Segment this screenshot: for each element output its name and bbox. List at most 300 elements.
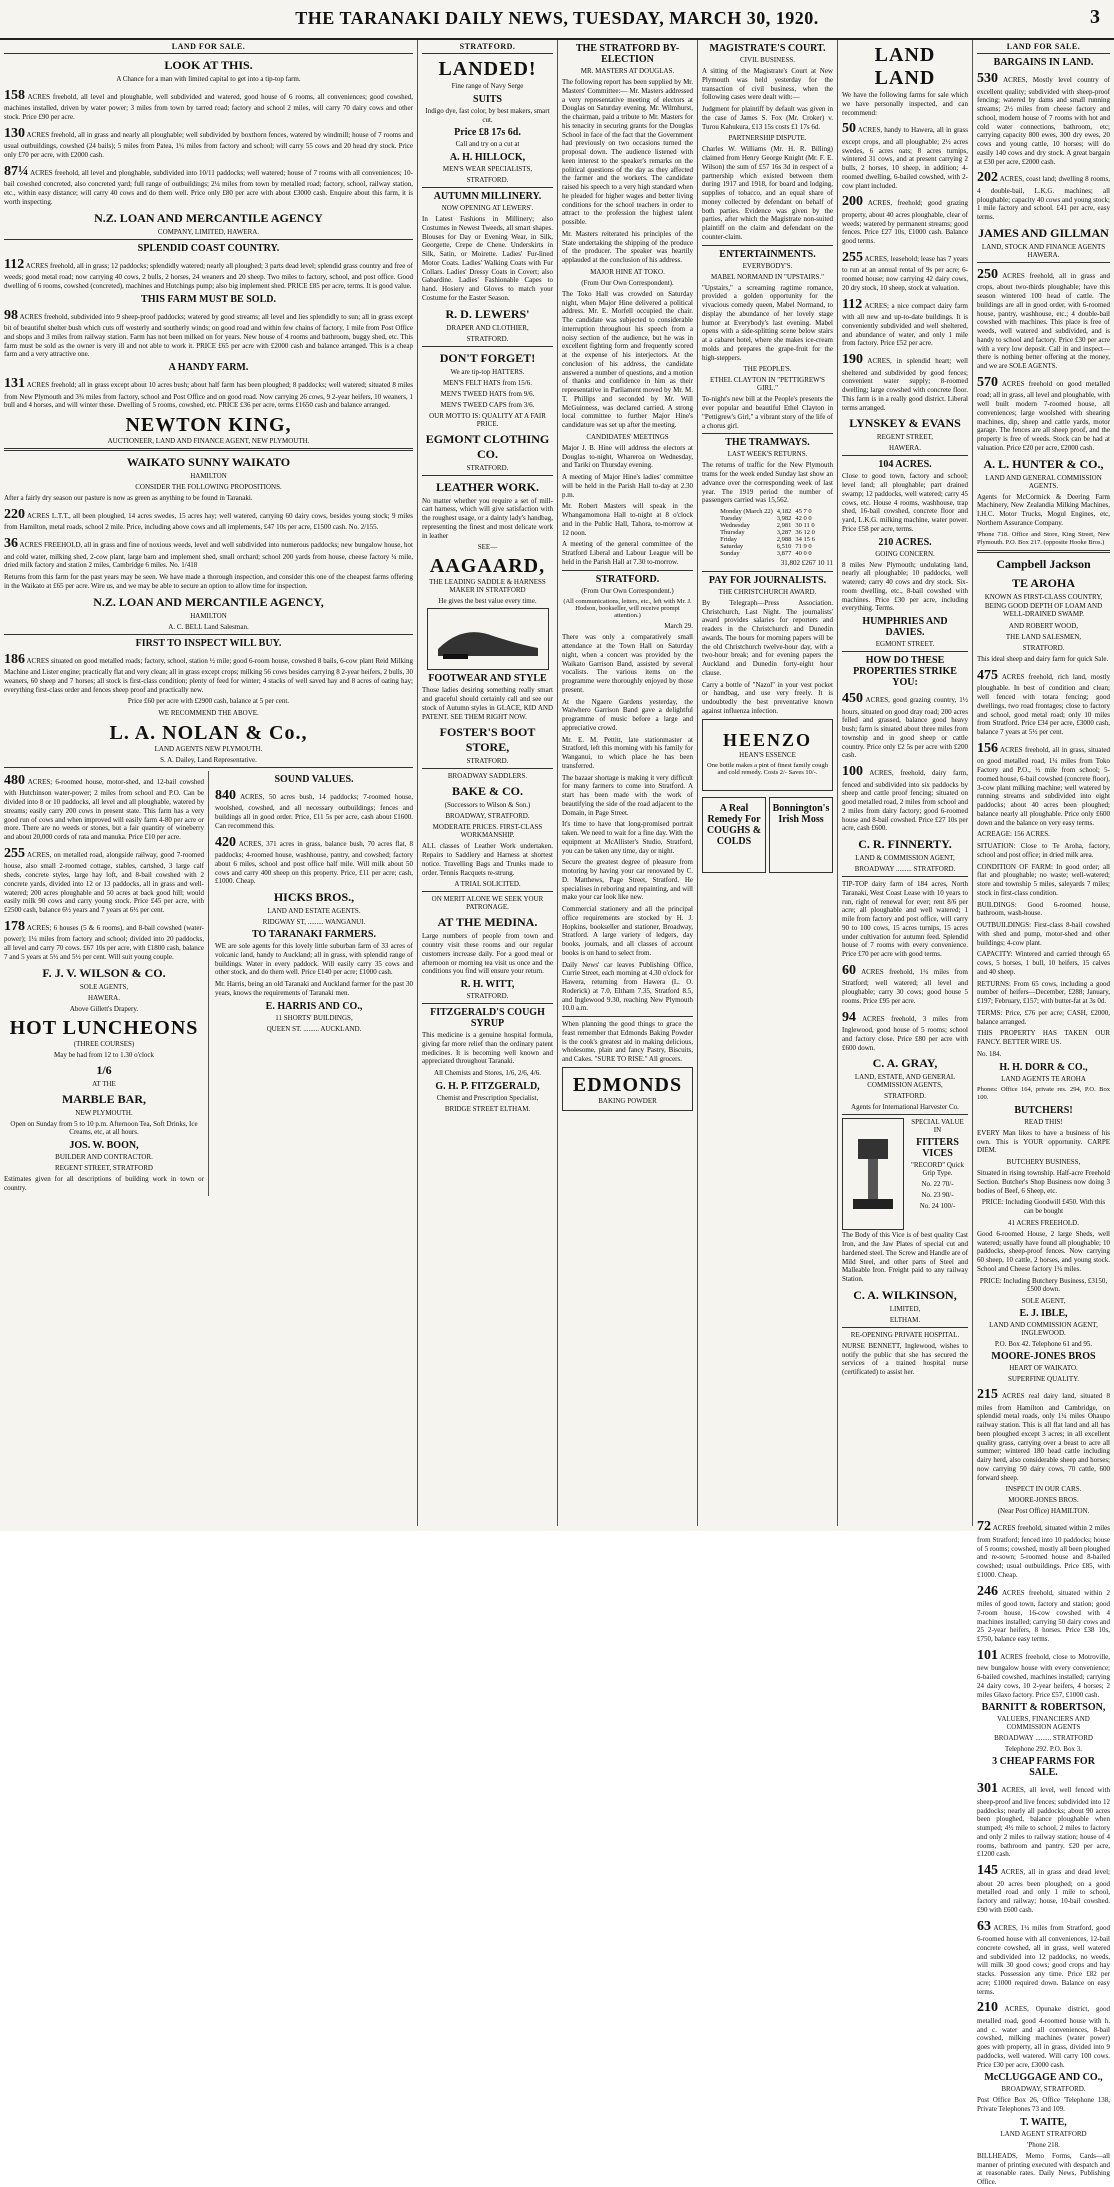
article-text: A meeting of Major Hine's ladies' committee will be held in the Parish Hall to-day at 2.30 p.m. bbox=[562, 473, 693, 499]
listing-acres: 186 bbox=[4, 651, 25, 667]
listing bbox=[4, 125, 413, 160]
leather-title: LEATHER WORK. bbox=[436, 479, 539, 494]
listing bbox=[4, 918, 204, 962]
ad-text: TIP-TOP dairy farm of 184 acres, North Taranaki, West Coast Lease with 10 years to run, right of renewal for ever; rent 8/6 per acre; all ploughable and well watered; 1 mile from factory and post office, will carry 90 to 100 cows, 15 acres turnips, 15 acres under cultivation for autumn feed. Splendid house of 7 rooms with every convenience. Price £70 per acre with good terms. bbox=[842, 880, 968, 958]
lewers-title: R. D. LEWERS' bbox=[445, 306, 530, 321]
record: "RECORD" Quick Grip Type. bbox=[911, 1161, 964, 1178]
wilson-sub: SOLE AGENTS, bbox=[79, 982, 129, 991]
column-by-election bbox=[558, 40, 698, 1526]
listing bbox=[842, 690, 968, 760]
listing bbox=[842, 120, 968, 190]
listing-text: ACRES, Mostly level country of excellent quality; subdivided with sheep-proof fencing; watered by dams and small running streams; 2½ miles from cheese factory and school, modern house of 7 rooms with hot and cold water connections, bathroom, etc; carrying capacity 800 ewes, 300 dry ewes, 20 cows and young cattle, 10 horses; will do easily 140 cows and dry stock. A great bargain at £30 per acre, £2000 cash. bbox=[977, 76, 1111, 166]
boon-text: Estimates given for all descriptions of building work in town or country. bbox=[4, 1175, 204, 1192]
listing-text: ACRES, leasehold; lease has 7 years to run at an annual rental of 9s per acre; 6-roomed house; now carrying 42 dairy cows, 20 dry stock, 10 sheep, stock at valuation. bbox=[842, 254, 968, 292]
ad-text: Those ladies desiring something really smart and graceful should certainly call and see our stock of Autumn styles in GLACE, KID AND PATENT. SEE THEM RIGHT NOW. bbox=[422, 686, 553, 721]
ad-text: Post Office Box 26, Office 'Telephone 138, Private Telephones 73 and 109. bbox=[977, 2096, 1110, 2113]
listing bbox=[215, 834, 413, 887]
tram-row bbox=[718, 529, 817, 536]
listing bbox=[842, 1009, 968, 1053]
ad-text: We have the following farms for sale which we have personally inspected, and can recommend: bbox=[842, 91, 968, 117]
listing-acres: 178 bbox=[4, 918, 25, 934]
tram-row bbox=[718, 536, 817, 543]
agency-name: N.Z. LOAN AND MERCANTILE AGENCY, bbox=[93, 594, 324, 609]
mccluggage-title: McCLUGGAGE AND CO., bbox=[984, 2072, 1103, 2084]
nolan-sub: LAND AGENTS NEW PLYMOUTH. bbox=[154, 744, 263, 753]
ghp-sub: Chemist and Prescription Specialist, bbox=[436, 1093, 539, 1102]
section-header: LAND FOR SALE. bbox=[977, 40, 1110, 54]
ad-text: Phones: Office 164, private res. 294, P.O. Box 100. bbox=[977, 1085, 1110, 1101]
hats-3: MEN'S TWEED CAPS from 3/6. bbox=[440, 400, 535, 409]
ad-heading: 104 ACRES. bbox=[878, 459, 932, 471]
tram-cell: Tuesday bbox=[720, 515, 742, 522]
edmonds-title: EDMONDS bbox=[572, 1073, 683, 1096]
tram-cell: 4,182 bbox=[776, 508, 792, 515]
article-text: The bazaar shortage is making it very difficult for many farmers to come into Stratford. A start has been made with the work of beautifying the side of the road adjacent to the Domain, in Page Street. bbox=[562, 773, 693, 817]
going: GOING CONCERN. bbox=[875, 549, 935, 558]
fosters-loc: STRATFORD. bbox=[466, 757, 509, 766]
listing-acres: 250 bbox=[977, 266, 998, 282]
listing bbox=[842, 193, 968, 246]
column-land-right bbox=[973, 40, 1114, 2186]
ad-text: A Chance for a man with limited capital to get into a tip-top farm. bbox=[116, 75, 301, 83]
waite-title: T. WAITE, bbox=[1020, 2116, 1067, 2128]
subheadline: THE PEOPLE'S. bbox=[743, 365, 792, 374]
listing bbox=[977, 667, 1110, 737]
wilson-column bbox=[4, 771, 209, 1196]
listing-acres: 94 bbox=[842, 1009, 856, 1025]
hicks-sub: LAND AND ESTATE AGENTS. bbox=[267, 907, 361, 915]
harris-sub: 11 SHORTS' BUILDINGS, bbox=[275, 1013, 353, 1022]
autumn-title: AUTUMN MILLINERY. bbox=[433, 191, 542, 202]
listing-text: ACRES freehold; all in grass except about 10 acres bush; about half farm has been ploughed; 8 paddocks; well watered; situated 8 miles from New Plymouth and 3¾ miles from factory, school and Post Office and on good road. Now carrying 26 cows, 9 2-year heifers, 10 weaners, 1 bull and 4 horses, and will winter these. Dwelling of 5 rooms, cowshed, etc. PRICE £36 per acre, terms £1650 cash and balance arranged. bbox=[4, 381, 413, 410]
barnitt-sub: VALUERS, FINANCIERS AND COMMISSION AGENTS bbox=[997, 1715, 1090, 1732]
listing-acres: 220 bbox=[4, 506, 25, 522]
shoe-icon bbox=[433, 614, 543, 664]
bake-sub: (Successors to Wilson & Son.) bbox=[444, 801, 531, 810]
listing-text: ACRES, handy to Hawera, all in grass except crops, and all ploughable; 2½ acres swedes, 6 acres oats; 8 acres turnips, wintered 31 cows, and at present carrying 2 bulls, 2 horses, 10 sheep, in addition; 4-roomed dwelling, 6-bailed cowshed, with 2-cow plant included. bbox=[842, 126, 968, 190]
lynskey-sub: REGENT STREET, bbox=[876, 433, 934, 442]
ad-heading: TO TARANAKI FARMERS. bbox=[252, 929, 376, 940]
ad-text: Fine range of Navy Serge bbox=[451, 82, 524, 90]
gray-loc: STRATFORD. bbox=[884, 1092, 926, 1101]
listing bbox=[4, 256, 413, 291]
column-stratford-ads bbox=[418, 40, 558, 1526]
masthead-title: THE TARANAKI DAILY NEWS, TUESDAY, MARCH 30, 1920. bbox=[295, 8, 819, 28]
ad-text: EVERY Man likes to have a business of his own. This is YOUR opportunity. CARPE DIEM. bbox=[977, 1128, 1110, 1155]
real-remedy-ad bbox=[702, 797, 766, 873]
hot-luncheons: HOT LUNCHEONS bbox=[9, 1016, 199, 1039]
listing-acres: 255 bbox=[842, 249, 863, 265]
agency-sub: HAMILTON bbox=[190, 611, 227, 620]
listing-text: ACRES freehold, all in grass and crops, about two-thirds ploughable; have this season wintered 100 head of cattle. The buildings are all in good order, with 6-roomed house, pantry, washhouse, etc.; 4 double-bail cowshed with machines. This place is free of weeds, well watered and subdivided, and is handy to school and factory. Price £30 per acre with a very low deposit. Call in and inspect—there is nothing better offering at the money, and we are SOLE AGENTS. bbox=[977, 271, 1110, 370]
dorr-sub: LAND AGENTS TE AROHA bbox=[1001, 1074, 1086, 1083]
listing-text: ACRES situated on good metalled roads; factory, school, station ½ mile; good 6-room house, cowshed 8 bails, 6-cow plant Reid Milking Machine and Lister engine; practically flat and very clean; all in grass except crops; milking 56 cows besides carrying 8 2-year heifers, 2 bulls, 30 weaners, 60 sheep and 7 horses; all stock is first-class condition; plenty of feed for winter; 4 stacks of well saved hay and 8 acres of oating hay; everything first-class order and fences sheep proof and practically new. bbox=[4, 656, 413, 694]
hillock-sub: MEN'S WEAR SPECIALISTS, bbox=[442, 165, 533, 173]
section-header: STRATFORD. bbox=[422, 40, 553, 54]
listing-text: ACRES freehold, all level and ploughable, well subdivided and watered, good house of 6 rooms, all conveniences; good cowshed, machines installed, driven by water power; 3 miles from town by tarred road; factory and school 2 miles, will carry 70 dairy cows and other stock. Price £90 per acre. bbox=[4, 92, 413, 121]
barnitt-title: BARNITT & ROBERTSON, bbox=[981, 1702, 1106, 1714]
listing-acres: 200 bbox=[842, 194, 863, 210]
bake-title: BAKE & CO. bbox=[451, 784, 523, 799]
superfine: SUPERFINE QUALITY. bbox=[1007, 1375, 1080, 1383]
listing bbox=[977, 740, 1110, 828]
listing bbox=[977, 374, 1110, 453]
listing bbox=[4, 772, 204, 842]
waite-tel: 'Phone 218. bbox=[1027, 2140, 1060, 2149]
ad-text: ACREAGE: 156 ACRES. bbox=[977, 830, 1050, 839]
article-text: By Telegraph—Press Association. Christchurch, Last Night. The journalists' award provides salaries for reporters and readers in the Christchurch and Dunedin awards. The hours for morning papers will be the old Christchurch twelve-hour day, with a two-hour break; and for evening papers the Auckland and Dunedin forty-eight hour clause. bbox=[702, 598, 833, 677]
listing-text: ACRES freehold, subdivided into 9 sheep-proof paddocks; watered by good streams; all level and lies splendidly to sun; all in grass except bit of beautiful shelter bush which cuts off westerly and southerly winds; on good road and within few chains of factory, 1 mile from Post Office and shops and 3 miles from railway station. Farm has not been milked on for years. New house of 4 rooms and bathroom, buggy shed, etc. This farm must be sold as the owner is very ill and not able to work it. PRICE £65 per acre with £2000 cash and balance arranged. This is a cheap farm and a very attractive one. bbox=[4, 312, 413, 359]
cheap3: 3 CHEAP FARMS FOR SALE. bbox=[992, 1756, 1095, 1779]
read-this: READ THIS! bbox=[1024, 1117, 1063, 1126]
gray-text: Agents for International Harvester Co. bbox=[851, 1103, 959, 1112]
listing-acres: 301 bbox=[977, 1781, 998, 1797]
vice-price: No. 23 90/- bbox=[921, 1191, 954, 1200]
ad-text: BILLHEADS, Memo Forms, Cards—all manner of printing executed with despatch and at reasonable rates. Daily News, Publishing Office. bbox=[977, 2151, 1110, 2186]
ghp-addr: BRIDGE STREET ELTHAM. bbox=[444, 1104, 531, 1113]
ad-text: CONDITION OF FARM: In good order; all flat and ploughable; no waste; well-watered; store and township 5 miles, saleyards 7 miles; stock in first-class condition. bbox=[977, 862, 1110, 897]
listing bbox=[4, 163, 413, 207]
headline: THE STRATFORD BY-ELECTION bbox=[575, 43, 680, 65]
listing-acres: 131 bbox=[4, 376, 25, 391]
listing-text: ACRES, on metalled road, alongside railway, good 7-roomed house, also small 2-roomed cottage, stables, cartshed, 3 large calf sheds, concrete styles, large hay loft, and 8-bail cowshed with 2 concrete yards, divided into 12 or 13 paddocks, all in grass and well-watered; 200 acres ploughable and 50 acres at back good hill; would easily milk 90 cows and carry young stock. Price £45 per acre, with £2500 cash, balance 6½ years and 7 years at 6½ per cent. bbox=[4, 850, 204, 914]
ad-text: SITUATION: Close to Te Aroha, factory, school and post office; in dried milk area. bbox=[977, 842, 1110, 859]
date: March 29. bbox=[664, 621, 693, 630]
finnerty-sub: LAND & COMMISSION AGENT, bbox=[855, 854, 955, 862]
listing-acres: 63 bbox=[977, 1918, 991, 1934]
listing bbox=[4, 375, 413, 410]
article-text: Mr. E. M. Pettitt, late stationmaster at Stratford, left this morning with his family for Wanganui, to which place he has been transferred. bbox=[562, 735, 693, 770]
subheadline: LAST WEEK'S RETURNS. bbox=[727, 450, 808, 459]
listing-acres: 246 bbox=[977, 1583, 998, 1599]
agency-sub: COMPANY, LIMITED, HAWERA. bbox=[157, 227, 260, 236]
bake-addr: BROADWAY, STRATFORD. bbox=[445, 812, 530, 821]
wilkinson-title: C. A. WILKINSON, bbox=[853, 1287, 957, 1302]
aroha-title: TE AROHA bbox=[1011, 575, 1075, 590]
moore-sub: HEART OF WAIKATO. bbox=[1009, 1364, 1078, 1372]
hunter-sub: LAND AND GENERAL COMMISSION AGENTS. bbox=[985, 473, 1102, 490]
egmont-title: EGMONT CLOTHING CO. bbox=[425, 431, 550, 461]
listing-acres: 145 bbox=[977, 1863, 998, 1878]
listing-text: ACRES, all in grass and dead level; about 20 acres been ploughed; on a good metalled road and only 1 mile to school, factory and railway; house, 10-bail cowshed. £90 with £600 cash. bbox=[977, 1868, 1110, 1914]
ad-heading: A HANDY FARM. bbox=[168, 362, 249, 373]
motto: OUR MOTTO IS: QUALITY AT A FAIR PRICE. bbox=[429, 411, 546, 428]
real-remedy: A Real Remedy For COUGHS & COLDS bbox=[706, 802, 762, 847]
listing bbox=[842, 351, 968, 412]
listing bbox=[977, 1780, 1110, 1859]
ad-text: No matter whether you require a set of mill-cart harness, which will give satisfaction with the roughest usage, or a dainty lady's handbag, representing the finest and most delicate work in leather bbox=[422, 496, 553, 540]
ad-text: Mr. Harris, being an old Taranaki and Auckland farmer for the past 30 years, knows the requirements of Taranaki men. bbox=[215, 980, 413, 997]
opening: NOW OPENING AT LEWERS'. bbox=[441, 204, 534, 212]
wilson-title: F. J. V. WILSON & CO. bbox=[42, 965, 166, 980]
tram-cell: 40 0 0 bbox=[795, 550, 812, 557]
agency-name: N.Z. LOAN AND MERCANTILE AGENCY bbox=[94, 210, 323, 225]
listing-acres: 60 bbox=[842, 962, 856, 978]
ad-text: BUILDINGS: Good 6-roomed house, bathroom, wash-house. bbox=[977, 900, 1110, 918]
humphries-sub: EGMONT STREET. bbox=[875, 640, 935, 648]
newton-king-title: NEWTON KING, bbox=[125, 414, 292, 436]
hot-at: AT THE bbox=[92, 1079, 116, 1088]
gray-sub: LAND, ESTATE, AND GENERAL COMMISSION AGENTS, bbox=[854, 1073, 956, 1090]
listing bbox=[977, 169, 1110, 222]
listing-text: ACRES; 6 houses (5 & 6 rooms), and 8-bail cowshed (water-power); 1¼ miles from factory and school; divided into 20 paddocks, all level and carry 70 cows. £67 10s per acre, with £1800 cash, balance 7 and 5 years at 5½ and 5½ per cent. Will suit young couple. bbox=[4, 923, 204, 961]
finnerty-addr: BROADWAY ......... STRATFORD. bbox=[854, 865, 956, 873]
medina-title: AT THE MEDINA. bbox=[437, 915, 538, 930]
subheadline: CANDIDATES' MEETINGS bbox=[586, 432, 669, 441]
article-text: "Upstairs," a screaming ragtime romance, provided a golden opportunity for the vivacious comedy queen, Mabel Normand, to display the abundance of her lovely stage humor at Everybody's last evening. Mabel opens with a side-splitting scene below stairs at a cabaret hotel, where she makes ice-cream molds and prepares the grape-fruit for the high-steppers. bbox=[702, 283, 833, 362]
trial: A TRIAL SOLICITED. bbox=[454, 880, 521, 889]
listing-acres: 530 bbox=[977, 71, 998, 86]
a41: 41 ACRES FREEHOLD. bbox=[1008, 1218, 1079, 1227]
hot-sub: (THREE COURSES) bbox=[73, 1039, 135, 1048]
listing-text: ACRES, 371 acres in grass, balance bush, 70 acres flat, 8 paddocks; 4-roomed house, washhouse, pantry, and cowshed; factory about 6 miles, school and post office half mile. Will milk about 50 cows and carry 400 sheep on this property. Price, £11 per acre; cash, £1000. Cheap. bbox=[215, 839, 413, 886]
tram-cell: Friday bbox=[720, 536, 738, 543]
listing-acres: 112 bbox=[842, 296, 863, 312]
article-text: Mr. Robert Masters will speak in the Whangamomona Hall to-night at 8 o'clock and in the Public Hall, Tahora, to-morrow at 12 noon. bbox=[562, 502, 693, 537]
campbell-sub2: THE LAND SALESMEN, bbox=[1005, 633, 1082, 641]
ad-text: 'Phone 718. Office and Store, King Street, New Plymouth. P.O. Box 217. (opposite Hooke Bros.) bbox=[977, 530, 1110, 546]
tiptop: We are tip-top HATTERS. bbox=[450, 367, 525, 376]
wilson-address: Above Gillett's Drapery. bbox=[69, 1004, 139, 1013]
ad-heading: LOOK AT THIS. bbox=[164, 58, 253, 72]
tram-returns-table bbox=[718, 508, 817, 557]
ad-text: CAPACITY: Wintered and carried through 65 cows, 5 horses, 1 bull, 10 heifers, 15 calves and 40 sheep. bbox=[977, 950, 1110, 976]
ad-heading: THIS FARM MUST BE SOLD. bbox=[141, 293, 276, 305]
article-text: A meeting of the general committee of the Stratford Liberal and Labour League will be held in the Parish Hall at 7.30 to-morrow. bbox=[562, 540, 693, 566]
listing bbox=[4, 845, 204, 915]
ad-text: Price £60 per acre with £2900 cash, balance at 5 per cent. bbox=[127, 697, 290, 706]
ad-text: PRICE: Including Goodwill £450. With this can be bought bbox=[981, 1198, 1106, 1215]
listing-text: ACRES freehold, 3 miles from Inglewood, good house of 5 rooms; school and factory close. Price £80 per acre with £600 down. bbox=[842, 1014, 968, 1052]
article-text: Charles W. Williams (Mr. H. R. Billing) claimed from Henry George Knight (Mr. F. E. Wilson) the sum of £57 16s 3d in respect of a partnership which existed between them during 1917 and 1918, for board and lodging, supplies of tobacco, and an equal share of money collected by defendant on behalf of both parties. Evidence was given by the parties, after which the Magistrate non-suited plaintiff on the claim and defendant on the counter-claim. bbox=[702, 145, 833, 241]
vice-price: No. 24 100/- bbox=[919, 1202, 956, 1211]
marble-text: Open on Sunday from 5 to 10 p.m. Afternoon Tea, Soft Drinks, Ice Creams, etc, at all hours. bbox=[10, 1119, 198, 1137]
edmonds-ad bbox=[562, 1067, 693, 1111]
wilkinson-sub: LIMITED, bbox=[889, 1304, 921, 1313]
listing bbox=[4, 87, 413, 122]
ad-text: No. 184. bbox=[977, 1049, 1002, 1058]
byline: (From Our Own Correspondent). bbox=[581, 278, 674, 287]
land-title: LAND LAND bbox=[874, 44, 936, 89]
fitz-title: FITZGERALD'S COUGH SYRUP bbox=[430, 1007, 545, 1029]
listing-acres: 202 bbox=[977, 170, 998, 186]
article-text: A sitting of the Magistrate's Court at New Plymouth was held yesterday for the transaction of civil business, when the following cases were dealt with:— bbox=[702, 67, 833, 102]
listing-acres: 36 bbox=[4, 536, 18, 551]
subheadline: ETHEL CLAYTON IN "PETTIGREW'S GIRL." bbox=[710, 376, 825, 393]
tram-cell: 71 9 0 bbox=[795, 543, 812, 550]
listing-acres: 215 bbox=[977, 1387, 998, 1402]
listing-text: ACRES freehold, rich land, mostly ploughable. In best of condition and clean; well fenced with totara fencing; good dwellings, two road frontages; close to factory and school, good metal road; only 10 miles from Stratford. Price £34 per acre, £3000 cash, balance 7 years at 5½ per cent. bbox=[977, 672, 1110, 736]
nolan-title: L. A. NOLAN & Co., bbox=[109, 721, 308, 744]
dorr-title: H. H. DORR & CO., bbox=[999, 1061, 1088, 1073]
footwear-title: FOOTWEAR AND STYLE bbox=[428, 673, 547, 685]
hot-price: 1/6 bbox=[96, 1062, 112, 1077]
inspect: INSPECT IN OUR CARS. bbox=[1005, 1485, 1082, 1494]
ad-text: TERMS: Price, £76 per acre; CASH, £2000, balance arranged. bbox=[977, 1008, 1110, 1026]
section-header: LAND FOR SALE. bbox=[4, 40, 413, 54]
subheadline: EVERYBODY'S. bbox=[742, 261, 793, 270]
listing-acres: 840 bbox=[215, 787, 236, 803]
heenzo-text: One bottle makes a pint of finest family cough and cold remedy. Costs 2/- Saves 10/-. bbox=[707, 762, 828, 776]
subheadline: PARTNERSHIP DISPUTE. bbox=[728, 134, 807, 143]
ad-heading: BARGAINS IN LAND. bbox=[993, 57, 1094, 68]
tram-cell: 45 7 0 bbox=[795, 508, 812, 515]
heenzo-title: HEENZO bbox=[722, 730, 813, 750]
listing-text: ACRES, all level, well fenced with sheep-proof and live fences; subdivided into 12 paddocks; nearly all paddocks; about 90 acres been ploughed, balance ploughable when stumped; 4½ mile to school, 2 miles to factory and only 2 miles to railway station; house of 4 rooms, bathroom and pantry. £20 per acre, £1200 cash. bbox=[977, 1786, 1110, 1859]
listing bbox=[977, 1386, 1110, 1482]
listing-text: ACRES, Opunake district, good metalled road, good 4-roomed house with h. and c. water and all conveniences, 8-bail cowshed, milking machines (water power) goes with property, all in grass, divided into 9 paddocks, well watered. Will carry 100 cows. Price £30 per acre, £3000 cash. bbox=[977, 2005, 1110, 2069]
ad-text: Returns from this farm for the past years may be seen. We have made a thorough inspection, and consider this one of the cheapest farms offering in the Waikato at £65 per acre. Wire us, and we may be able to secure an option to allow time for inspection. bbox=[4, 573, 413, 590]
tram-cell: Saturday bbox=[720, 543, 744, 550]
listing-acres: 570 bbox=[977, 374, 998, 390]
ible-sub: LAND AND COMMISSION AGENT, INGLEWOOD. bbox=[989, 1321, 1098, 1337]
listing-acres: 156 bbox=[977, 740, 998, 756]
listing bbox=[842, 763, 968, 833]
butchers: BUTCHERS! bbox=[1014, 1104, 1073, 1116]
tram-cell: Thursday bbox=[720, 529, 745, 536]
campbell-loc: STRATFORD. bbox=[1022, 644, 1065, 652]
ad-text: NURSE BENNETT, Inglewood, wishes to notify the public that she has secured the services of a trained hospital nurse (certificated) to assist her. bbox=[842, 1341, 968, 1376]
finnerty-title: C. R. FINNERTY. bbox=[858, 837, 952, 851]
ad-heading: SPLENDID COAST COUNTRY. bbox=[137, 242, 280, 254]
marble-bar: MARBLE BAR, bbox=[61, 1091, 146, 1106]
tram-row bbox=[718, 543, 817, 550]
fosters-title: FOSTER'S BOOT STORE, bbox=[439, 725, 536, 755]
listing-text: ACRES freehold, all in grass and nearly all ploughable; well subdivided by boxthorn fences, watered by windmill; house of 7 rooms and usual outbuildings, cowshed (24 bails); 5 miles from Patea, 1¼ miles from factory and school; will carry 55 cows and 20 head dry stock. Price only £70 per acre, with £2000 cash. bbox=[4, 130, 413, 159]
subheadline: CIVIL BUSINESS. bbox=[740, 56, 795, 64]
listing bbox=[842, 249, 968, 293]
tram-row bbox=[718, 550, 817, 557]
listing-acres: 255 bbox=[4, 845, 25, 861]
vice-icon bbox=[848, 1129, 898, 1219]
listing-acres: 112 bbox=[4, 256, 25, 272]
listing bbox=[4, 307, 413, 360]
article-text: Judgment for plaintiff by default was given in the case of James S. Fox (Mr. Croker) v. Turou Kahukura, £13 15s costs £1 17s 6d. bbox=[702, 105, 833, 131]
listing bbox=[977, 1999, 1110, 2069]
bonnington-ad bbox=[769, 797, 833, 873]
waikato-heading: WAIKATO SUNNY WAIKATO bbox=[126, 455, 291, 469]
article-text: Mr. Masters reiterated his principles of the State undertaking the shipping of the produce of the producer. The speaker was heartily applauded at the conclusion of his address. bbox=[562, 229, 693, 264]
tram-row bbox=[718, 515, 817, 522]
hot-time: May be had from 12 to 1.30 o'clock bbox=[53, 1050, 155, 1059]
ad-text: OUTBUILDINGS: First-class 8-bail cowshed with shed and pump, motor-shed and other buildings; 4-cow plant. bbox=[977, 921, 1110, 947]
hicks-address: RIDGWAY ST, ......... WANGANUI. bbox=[262, 918, 366, 926]
ad-text: The Body of this Vice is of best quality Cast Iron, and the Jaw Plates of special cut and hardened steel. The Screw and Handle are of Mild Steel, and other parts of Steel and Malleable Iron. Freight paid to any railway Station. bbox=[842, 1231, 968, 1283]
ad-text: Large numbers of people from town and country visit these rooms and our regular customers increase daily. For a good meal or afternoon or morning tea visit us once and the conditions you find will ensure your return. bbox=[422, 932, 553, 976]
ad-text: Indigo dye, fast color, by best makers, smart cut. bbox=[425, 106, 550, 124]
masthead bbox=[0, 0, 1114, 40]
ad-text: After a fairly dry season our pasture is now as green as anything to be found in Taranaki. bbox=[4, 494, 253, 502]
vice-illustration bbox=[842, 1118, 904, 1230]
dont-forget: DON'T FORGET! bbox=[439, 350, 536, 365]
tram-cell: 3,287 bbox=[776, 529, 792, 536]
listing-text: ACRES, freehold; good grazing property, about 40 acres ploughable, clear of weeds; watered by permanent streams; good fences. Price £27 10s, £1000 cash. Balance good terms. bbox=[842, 199, 968, 245]
ad-text: Close to good town, factory and school; level land; all ploughable; part drained swamp; 12 paddocks, well watered; carry 45 cows, etc. House 4 rooms, washhouse, trap shed, 16-bail cowshed, concrete floor and yard, L.K.G. milking machine, water power. Price £58 per acre, terms. bbox=[842, 472, 968, 533]
witt-title: R. H. WITT, bbox=[460, 979, 515, 990]
tram-cell: Sunday bbox=[720, 550, 740, 557]
listing bbox=[977, 1583, 1110, 1644]
article-text: There was only a comparatively small attendance at the Town Hall on Saturday night, when a concert was provided by the Waikato Garrison Band, assisted by several vocalists. The various items on the programme were thoroughly enjoyed by those present. bbox=[562, 633, 693, 694]
bonnington: Bonnington's Irish Moss bbox=[772, 802, 830, 825]
ad-heading: SOUND VALUES. bbox=[274, 773, 354, 785]
listing bbox=[977, 1862, 1110, 1915]
listing bbox=[977, 1647, 1110, 1700]
ad-text: All Chemists and Stores, 1/6, 2/6, 4/6. bbox=[434, 1069, 541, 1077]
ad-text: KNOWN AS FIRST-CLASS COUNTRY, BEING GOOD DEPTH OF LOAM AND WELL-DRAINED SWAMP. bbox=[984, 592, 1103, 619]
ad-text: PRICE: Including Butchery Business, £3150, £500 down. bbox=[979, 1276, 1108, 1294]
ad-text: WE RECOMMEND THE ABOVE. bbox=[158, 709, 259, 717]
gray-title: C. A. GRAY, bbox=[872, 1056, 938, 1071]
tram-cell: Monday (March 22) bbox=[720, 508, 773, 515]
page-number: 3 bbox=[1090, 6, 1100, 28]
barnitt-tel: Telephone 292. P.O. Box 3. bbox=[1005, 1745, 1082, 1754]
boon-address: REGENT STREET, STRATFORD bbox=[55, 1164, 153, 1172]
listing-acres: 130 bbox=[4, 125, 25, 141]
egmont-loc: STRATFORD. bbox=[466, 463, 509, 472]
fitters: FITTERS VICES bbox=[916, 1137, 959, 1160]
article-text: When planning the good things to grace the feast remember that Edmonds Baking Powder is the cook's greatest aid in making delicious, wholesome, plain and fancy Pastry, Biscuits, and Cakes. "SURE TO RISE." All grocers. bbox=[562, 1020, 693, 1063]
subheadline: MR. MASTERS AT DOUGLAS. bbox=[580, 67, 675, 75]
wilkinson-loc: ELTHAM. bbox=[889, 1315, 921, 1324]
hicks-column bbox=[215, 771, 413, 1196]
moore2-sub: (Near Post Office) HAMILTON. bbox=[997, 1507, 1090, 1516]
merit: ON MERIT ALONE WE SEEK YOUR PATRONAGE. bbox=[431, 895, 544, 912]
ad-text: Agents for McCormick & Deering Farm Machinery, New Zealandia Milking Machines, I.H.C. Motor Trucks, Mogul Engines, etc, Northern Assurance Company. bbox=[977, 492, 1110, 527]
article-text: The Toko Hall was crowded on Saturday night, when Major Hine delivered a political address. Mr. E. Morfell occupied the chair. The candidate was subjected to considerable interruption throughout his speech from a noisy section of the audience, but he was in excellent fighting form and frequently scored at the expense of his interjectors. At the conclusion of his address, the candidate answered a number of questions, and a motion of thanks and confidence in him as their representative in Parliament moved by Mr. M. T. Phillips and seconded by Mr. Will McGuinness, was declared carried. A strong local committee to further Major Hine's candidature was set up after the meeting. bbox=[562, 289, 693, 429]
moderate: MODERATE PRICES. FIRST-CLASS WORKMANSHIP. bbox=[432, 823, 543, 840]
heenzo-ad bbox=[702, 719, 833, 791]
hillock-title: A. H. HILLOCK, bbox=[449, 152, 526, 163]
hunter-title: A. L. HUNTER & CO., bbox=[983, 456, 1104, 471]
listing-text: ACRES, in splendid heart; well sheltered and subdivided by good fences; convenient water supply; 8-roomed dwelling; large cowshed with concrete floor. This farm is in a really good district. Liberal terms arranged. bbox=[842, 357, 968, 412]
ad-text: In Latest Fashions in Millinery; also Costumes in Newest Tweeds, all smart shapes. Blouses for Day or Evening Wear, in Silk, Georgette, Crepe de Chene. Underskirts in Silk, Satin, or Moirette. Ladies' Fur-lined Motor Coats. Ladies' Walking Coats with Fur Collars. Ladies' Dressy Coats in Covert; also Gabardine. Ladies' Fashionable Capes to hand. Hosiery and Gloves to match your Costume for the Easter Season. bbox=[422, 215, 553, 302]
vices-ad bbox=[907, 1118, 968, 1230]
tram-cell: 34 15 6 bbox=[795, 536, 815, 543]
aagaard-title: AAGAARD, bbox=[429, 555, 546, 578]
listing-acres: 475 bbox=[977, 667, 998, 683]
ad-text: THIS PROPERTY HAS TAKEN OUR FANCY. BETTER WIRE US. bbox=[977, 1029, 1110, 1046]
shoe-illustration bbox=[427, 608, 549, 670]
listing-acres: 100 bbox=[842, 764, 863, 779]
listing bbox=[4, 651, 413, 695]
listing-acres: 101 bbox=[977, 1647, 998, 1663]
listing-text: ACRES freehold on good metalled road; all in grass, all level and ploughable, with well built modern 7-roomed house, all conveniences; large woolshed with shearing machines, dip, sheep and cattle yards, motor garage. The fences are all sheep proof, and the property is free of weeds. Stock can be had at valuation. Price £20 per acre, £2000 cash. bbox=[977, 379, 1111, 452]
nolan-rep: S. A. Dailey, Land Representative. bbox=[160, 755, 257, 764]
article-text: Commercial stationery and all the principal office requirements are stocked by H. J. Hopkins, bookseller and stationer, Broadway, Stratford. A large variety of ledgers, day books, journals, and all classes of account books is on hand to select from. bbox=[562, 905, 693, 957]
jg-sub: LAND, STOCK AND FINANCE AGENTS HAWERA. bbox=[981, 242, 1106, 259]
subheadline: MAJOR HINE AT TOKO. bbox=[590, 267, 665, 276]
article-text: Major J. B. Hine will address the electors at Douglas to-night, Whareroa on Wednesday, and Tariki on Thursday evening. bbox=[562, 443, 693, 470]
campbell-sub: AND ROBERT WOOD, bbox=[1008, 622, 1079, 630]
headline: PAY FOR JOURNALISTS. bbox=[708, 574, 827, 586]
harris-address: QUEEN ST. ......... AUCKLAND. bbox=[266, 1024, 362, 1033]
listing-text: ACRES, 1½ miles from Stratford, good 6-roomed house with all conveniences, 12-bail concrete cowshed, all in grass, well watered and subdivided into 12 paddocks, no weeds, will milk 30 good cows; good crops and hay stacks. Possession any time. Price £82 per acre; £1000 required down. Balance on easy terms. bbox=[977, 1923, 1110, 1996]
edmonds-sub: BAKING POWDER bbox=[598, 1096, 657, 1105]
listing-text: ACRES FREEHOLD, all in grass and fine of noxious weeds, level and well subdivided into numerous paddocks; new bungalow house, hot and cold water, milking shed, 2-cow plant, large barn and implement shed, small orchard; school 200 yards from house, cheese factory ¼ mile, dried milk factory and station 2 miles, Cambridge 6 miles. No. 1/418 bbox=[4, 541, 413, 570]
listing-text: ACRES, 50 acres bush, 14 paddocks; 7-roomed house, woolshed, cowshed, and all necessary outbuildings; fences and buildings all in good order. Price, £11 5s per acre, cash about £1600. Can recommend this. bbox=[215, 792, 413, 830]
ad-text: 8 miles New Plymouth; undulating land, nearly all ploughable; 10 paddocks, well watered; carry 40 cows and dry stock. Six-room dwelling, etc., 8-bail cowshed with machines. Price £30 per acre, including everything. Terms. bbox=[842, 560, 968, 613]
listing bbox=[842, 962, 968, 1006]
tram-cell: 2,988 bbox=[776, 536, 792, 543]
article-text: Secure the greatest degree of pleasure from motoring by having your car renovated by C. D. Matthews, Page Street, Stratford. He specialises in reboring and repainting, and will make your car look like new. bbox=[562, 858, 693, 902]
tram-cell: 2,981 bbox=[776, 522, 792, 529]
listing bbox=[977, 70, 1110, 166]
landed-title: LANDED! bbox=[438, 58, 537, 80]
hats-1: MEN'S FELT HATS from 15/6. bbox=[443, 378, 532, 387]
humphries-title: HUMPHRIES AND DAVIES. bbox=[862, 616, 948, 638]
article-text: The returns of traffic for the New Plymouth trams for the week ended Sunday last show an advance over the corresponding week of last year. The 1919 period the number of passengers carried was 15,562. bbox=[702, 461, 833, 505]
headline: ENTERTAINMENTS. bbox=[719, 248, 816, 260]
